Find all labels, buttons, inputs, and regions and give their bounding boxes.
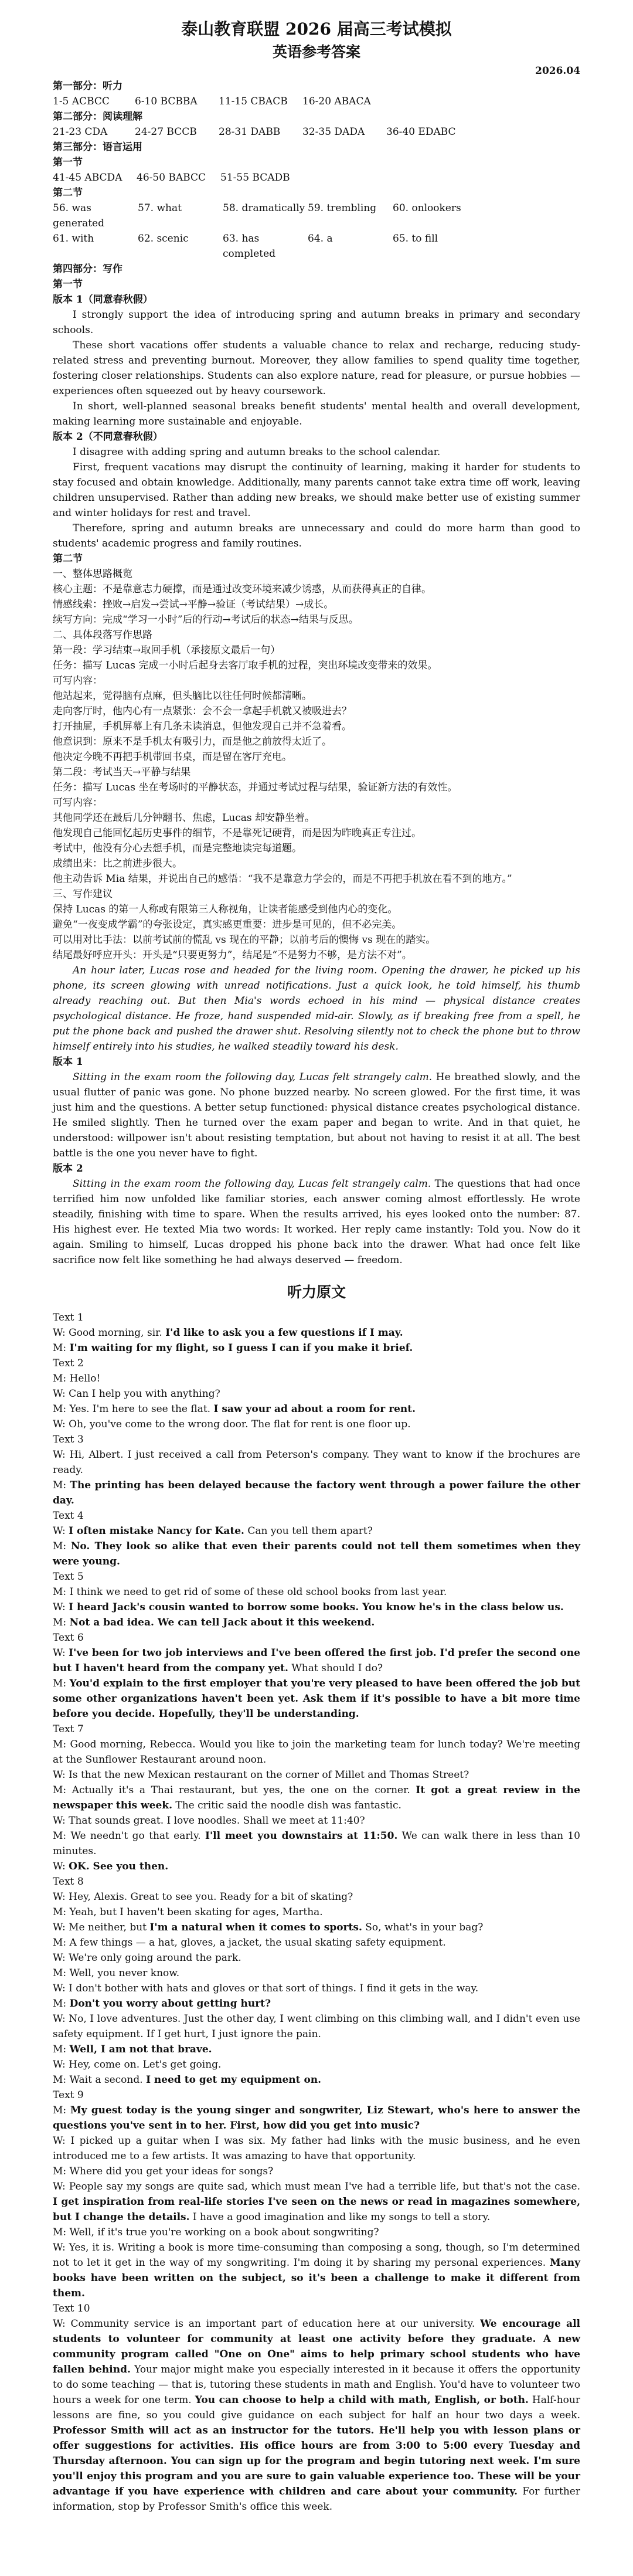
transcript-text: M: Well, if it's true you're working on a book about songwriting?: [53, 2227, 379, 2238]
part2-heading: 第二部分：阅读理解: [53, 111, 142, 123]
transcript-answer-text: Don't you worry about getting hurt?: [69, 1998, 271, 2010]
transcript-line: [53, 1447, 580, 1478]
transcript-text: W: Good morning, sir.: [53, 1327, 166, 1339]
answer-group: 28-31 DABB: [219, 126, 281, 138]
transcript-answer-text: I'm waiting for my flight, so I guess I can if you make it brief.: [69, 1342, 413, 1354]
outline-line: 一、整体思路概览: [53, 568, 132, 580]
transcript-text: Text 1: [53, 1312, 84, 1323]
transcript-text: The critic said the noodle dish was fantastic.: [172, 1800, 401, 1811]
transcript-answer-text: You can choose to help a child with math, English, or both.: [195, 2394, 529, 2406]
transcript-line: [53, 1737, 580, 1767]
transcript-text: M: Yeah, but I haven't been skating for ages, Martha.: [53, 1906, 323, 1918]
part4-section1-heading: 第一节: [53, 279, 83, 290]
transcript-answer-text: I often mistake Nancy for Kate.: [69, 1525, 244, 1537]
transcript-line: [53, 1783, 580, 1813]
outline-line: 可以用对比手法：以前考试前的慌乱 vs 现在的平静；以前考后的懊悔 vs 现在的踏实。: [53, 934, 436, 946]
transcript-line: [53, 2133, 580, 2164]
answer-group: 41-45 ABCDA: [53, 172, 122, 184]
transcript-line: [53, 1828, 580, 1859]
outline-line: 续写方向：完成“学习一小时”后的行动→考试后的状态→结果与反思。: [53, 614, 359, 626]
answer-group: 16-20 ABACA: [302, 96, 371, 107]
transcript-line: [53, 2240, 580, 2301]
transcript-answer-text: I'm a natural when it comes to sports.: [149, 1922, 362, 1933]
transcript-text: I have a good imagination and like my songs to tell a story.: [189, 2211, 491, 2223]
transcript-text: W: No, I love adventures. Just the other day, I went climbing on this climbing wall, and I didn't even use safety equipment. If I get hurt, I just ignore the pain.: [53, 2013, 580, 2040]
transcript-answer-text: No. They look so alike that even their parents could not tell them sometimes when they were young.: [53, 1540, 580, 1567]
outline-line: 可写内容：: [53, 675, 103, 687]
transcript-answer-text: I'd like to ask you a few questions if I may.: [165, 1327, 403, 1339]
transcript-text: Text 5: [53, 1571, 84, 1583]
transcript-text: W: Oh, you've come to the wrong door. The flat for rent is one floor up.: [53, 1418, 411, 1430]
transcript-answer-text: I've been for two job interviews and I've been offered the first job. I'd prefer the second one but I haven't heard from the company yet.: [53, 1647, 580, 1674]
transcript-line: [53, 1859, 580, 1874]
transcript-text: M:: [53, 1617, 70, 1628]
model-paragraph: [53, 963, 580, 1054]
outline-line: 考试中，他没有分心去想手机，而是完整地读完每道题。: [53, 843, 302, 854]
transcript-line: [53, 1310, 580, 1325]
transcript-text: W:: [53, 1525, 69, 1537]
transcript-text: M:: [53, 1479, 70, 1491]
transcript-text: W: That sounds great. I love noodles. Shall we meet at 11:40?: [53, 1815, 365, 1827]
transcript-text: M: Hello!: [53, 1373, 101, 1384]
transcript-line: [53, 1478, 580, 1508]
document-title: 泰山教育联盟 2026 届高三考试模拟: [181, 19, 452, 39]
transcript-text: Text 4: [53, 1510, 84, 1522]
outline-line: 二、具体段落写作思路: [53, 629, 152, 641]
part3-heading: 第三部分：语言运用: [53, 141, 142, 153]
outline-line: 核心主题：不是靠意志力硬撑，而是通过改变环境来减少诱惑，从而获得真正的自律。: [53, 583, 431, 595]
transcript-answer-text: You'd explain to the first employer that you're very pleased to have been offered the job but some other organizations haven't been yet. Ask them if it's possible to have a bit more time before you decide. Hopefully, they'll be understanding.: [53, 1678, 580, 1720]
document-subtitle: 英语参考答案: [272, 43, 360, 60]
part1-answers: [53, 94, 580, 109]
outline-line: 任务：描写 Lucas 完成一小时后起身去客厅取手机的过程，突出环境改变带来的效果。: [53, 660, 438, 671]
answer-group: 6-10 BCBBA: [135, 96, 198, 107]
transcript-line: [53, 1645, 580, 1676]
transcript-text: M: I think we need to get rid of some of these old school books from last year.: [53, 1586, 447, 1598]
outline-line: 他站起来，觉得脑有点麻，但头脑比以往任何时候都清晰。: [53, 690, 312, 702]
transcript-line: [53, 1539, 580, 1569]
transcript-line: [53, 1722, 580, 1737]
transcript-text: We can walk there in less than 10 minutes.: [53, 1830, 580, 1857]
transcript-text: M:: [53, 1342, 70, 1354]
outline-line: 其他同学还在最后几分钟翻书、焦虑，Lucas 却安静坐着。: [53, 812, 315, 824]
transcript-text: Text 9: [53, 2089, 84, 2101]
transcript-text: W:: [53, 1861, 69, 1872]
answer-group: 32-35 DADA: [302, 126, 365, 138]
transcript-text: M:: [53, 1998, 70, 2010]
transcript-text: M: Wait a second.: [53, 2074, 147, 2086]
model-paragraph-text: The questions that had once terrified him now unfolded like familiar stories, each answer coming almost effortlessly. He wrote steadily, finishing with time to spare. When the results arrived, his eyes looked onto the number: 87. His highest ever. He texted Mia two words: It worked. Her reply came instantly: Told you. Now do it again. Smiling to himself, Lucas dropped his phone back into the drawer. What had once felt like sacrifice now felt like something he had always deserved — freedom.: [53, 1178, 580, 1266]
transcript-heading: 听力原文: [287, 1284, 346, 1301]
outline-line: 他发现自己能回忆起历史事件的细节，不是靠死记硬背，而是因为昨晚真正专注过。: [53, 827, 421, 839]
transcript-answer-text: Well, I am not that brave.: [69, 2044, 212, 2055]
transcript-line: [53, 1432, 580, 1447]
transcript-text: What should I do?: [288, 1662, 383, 1674]
transcript-line: [53, 1996, 580, 2011]
transcript-text: W: Can I help you with anything?: [53, 1388, 220, 1400]
fill-answer: 62. scenic: [138, 233, 189, 245]
transcript-line: [53, 1920, 580, 1935]
transcript-text: Text 10: [53, 2303, 90, 2314]
transcript-line: [53, 2225, 580, 2240]
transcript-line: [53, 2042, 580, 2057]
part3-section1-answers: [53, 170, 580, 185]
transcript-text: M: Good morning, Rebecca. Would you like to join the marketing team for lunch today? We're meeting at the Sunflower Restaurant around noon.: [53, 1739, 580, 1766]
fill-answer: 64. a: [308, 233, 333, 245]
transcript-line: [53, 1676, 580, 1722]
transcript-answer-text: My guest today is the young singer and songwriter, Liz Stewart, who's here to answer the questions you've sent in to her. First, how did you get into music?: [53, 2105, 580, 2132]
model-opening-sentence: Sitting in the exam room the following day, Lucas felt strangely calm.: [73, 1178, 431, 1190]
model-paragraph: [53, 1070, 580, 1161]
answer-group: 51-55 BCADB: [220, 172, 290, 184]
answer-group: 1-5 ACBCC: [53, 96, 110, 107]
answer-group: 36-40 EDABC: [386, 126, 456, 138]
transcript-text: W: Is that the new Mexican restaurant on the corner of Millet and Thomas Street?: [53, 1769, 469, 1781]
answer-group: 24-27 BCCB: [135, 126, 197, 138]
transcript-answer-text: I get inspiration from real-life stories I've seen on the news or read in magazines somewhere, but I change the details.: [53, 2196, 580, 2223]
transcript-text: W: People say my songs are quite sad, which must mean I've had a terrible life, but that's not the case.: [53, 2181, 580, 2193]
fill-answer: 58. dramatically: [223, 202, 305, 214]
outline-line: 打开抽屉，手机屏幕上有几条未读消息，但他发现自己并不急着看。: [53, 721, 352, 732]
transcript-answer-text: Not a bad idea. We can tell Jack about it this weekend.: [69, 1617, 375, 1628]
outline-line: 他意识到：原来不是手机太有吸引力，而是他之前放得太近了。: [53, 736, 332, 748]
transcript-line: [53, 1813, 580, 1828]
transcript-text: M: Yes. I'm here to see the flat.: [53, 1403, 214, 1415]
transcript-line: [53, 1508, 580, 1523]
outline-line: 第二段：考试当天→平静与结果: [53, 766, 191, 778]
transcript-line: [53, 1356, 580, 1371]
transcript-line: [53, 1889, 580, 1905]
transcript-text: W: I don't bother with hats and gloves or that sort of things. I find it gets in the way.: [53, 1983, 479, 1994]
fill-answers-row-1: [53, 201, 580, 231]
transcript-answer-text: The printing has been delayed because the factory went through a power failure the other day.: [53, 1479, 580, 1506]
transcript-text: M:: [53, 2044, 70, 2055]
transcript-line: [53, 1340, 580, 1356]
transcript-text: M:: [53, 2105, 70, 2116]
transcript-text: M:: [53, 1540, 71, 1552]
transcript-text: W: Community service is an important part of education here at our university.: [53, 2318, 481, 2330]
transcript-text: For further information, stop by Professor Smith's office this week.: [53, 2486, 580, 2513]
transcript-text: W: We're only going around the park.: [53, 1952, 241, 1964]
transcript-line: [53, 1417, 580, 1432]
transcript-text: M:: [53, 1678, 70, 1689]
transcript-text: Text 6: [53, 1632, 84, 1644]
part4-section2-heading: 第二节: [53, 553, 83, 565]
essay-paragraph: In short, well-planned seasonal breaks benefit students' mental health and overall development, making learning more sustainable and enjoyable.: [53, 401, 580, 427]
transcript-line: [53, 2057, 580, 2072]
model-paragraph-text: He breathed slowly, and the usual flutter of panic was gone. No phone buzzed nearby. No screen glowed. For the first time, it was just him and the questions. A better setup functioned: physical distance creates psychological distance. He smiled slightly. Then he turned over the exam paper and began to write. And in that quiet, he understood: willpower isn't about resisting temptation, but about not having to resist it at all. The best battle is the one you never have to fight.: [53, 1071, 580, 1159]
transcript-line: [53, 1950, 580, 1966]
part3-section2-heading: 第二节: [53, 187, 83, 199]
outline-line: 可写内容：: [53, 797, 103, 809]
transcript-line: [53, 1905, 580, 1920]
transcript-line: [53, 1325, 580, 1340]
transcript-text: M: A few things — a hat, gloves, a jacket, the usual skating safety equipment.: [53, 1937, 446, 1949]
transcript-text: Text 3: [53, 1434, 84, 1445]
answer-group: 21-23 CDA: [53, 126, 108, 138]
transcript-line: [53, 2072, 580, 2088]
fill-answer: 65. to fill: [393, 233, 438, 245]
transcript-line: [53, 1767, 580, 1783]
transcript-answer-text: I saw your ad about a room for rent.: [213, 1403, 416, 1415]
transcript-text: W: Hey, come on. Let's get going.: [53, 2059, 222, 2071]
transcript-answer-text: Many books have been written on the subject, so it's been a challenge to make it different from them.: [53, 2257, 580, 2299]
outline-line: 任务：描写 Lucas 坐在考场时的平静状态，并通过考试过程与结果，验证新方法的有效性。: [53, 782, 458, 793]
transcript-answer-text: It got a great review in the newspaper this week.: [53, 1784, 580, 1811]
writing-outline: [53, 566, 580, 963]
transcript-line: [53, 2301, 580, 2316]
outline-line: 三、写作建议: [53, 888, 113, 900]
fill-answers-row-2: [53, 231, 580, 262]
answer-group: 11-15 CBACB: [219, 96, 288, 107]
transcript-line: [53, 1386, 580, 1401]
transcript-line: [53, 1630, 580, 1645]
fill-answer: 63. has completed: [223, 233, 276, 260]
transcript-text: M: We needn't go that early.: [53, 1830, 206, 1842]
model-paragraph: [53, 1176, 580, 1268]
transcript-text: W: Hey, Alexis. Great to see you. Ready for a bit of skating?: [53, 1891, 353, 1903]
outline-line: 保持 Lucas 的第一人称或有限第三人称视角，让读者能感受到他内心的变化。: [53, 904, 398, 915]
outline-line: 避免“一夜变成学霸”的夸张设定，真实感更重要：进步是可见的，但不必完美。: [53, 919, 402, 931]
transcript-text: W: Yes, it is. Writing a book is more time-consuming than composing a song, though, so I'm determined not to let it get in the way of my songwriting. I'm doing it by sharing my personal experiences.: [53, 2242, 580, 2269]
document-date: 2026.04: [535, 65, 580, 77]
model-paragraph-text: An hour later, Lucas rose and headed for the living room. Opening the drawer, he picked up his phone, its screen glowing with unread notifications. Just a quick look, he told himself, his thumb already reaching out. But then Mia's words echoed in his mind — physical distance creates psychological distance. He froze, hand suspended mid-air. Slowly, as if breaking free from a spell, he put the phone back and pushed the drawer shut. Resolving silently not to check the phone but to throw himself entirely into his studies, he walked steadily toward his desk.: [53, 965, 580, 1053]
outline-line: 成绩出来：比之前进步很大。: [53, 858, 182, 870]
transcript-line: [53, 2316, 580, 2514]
transcript-text: M: Actually it's a Thai restaurant, but yes, the one on the corner.: [53, 1784, 416, 1796]
fill-answer: 61. with: [53, 233, 94, 245]
transcript-line: [53, 2164, 580, 2179]
transcript-line: [53, 1981, 580, 1996]
transcript-text: Text 7: [53, 1723, 84, 1735]
transcript-answer-text: I need to get my equipment on.: [146, 2074, 322, 2086]
transcript-answer-text: OK. See you then.: [69, 1861, 169, 1872]
transcript-line: [53, 1874, 580, 1889]
transcript-line: [53, 2179, 580, 2225]
part3-section1-heading: 第一节: [53, 157, 83, 168]
transcript-line: [53, 2103, 580, 2133]
transcript-answer-text: I heard Jack's cousin wanted to borrow some books. You know he's in the class below us.: [69, 1601, 564, 1613]
essay-paragraph: I strongly support the idea of introducing spring and autumn breaks in primary and secondary schools.: [53, 309, 580, 336]
transcript-line: [53, 1966, 580, 1981]
transcript-text: Text 8: [53, 1876, 84, 1888]
transcript-answer-text: Professor Smith will act as an instructor for the tutors. He'll help you with lesson plans or offer suggestions for activities. His office hours are from 3:00 to 5:00 every Tuesday and Thursday afternoon. You can sign up for the program and begin tutoring next week. I'm sure you'll enjoy this program and you are sure to gain valuable experience too. These will be your advantage if you have experience with children and care about your community.: [53, 2425, 580, 2497]
transcript-text: Text 2: [53, 1357, 84, 1369]
outline-line: 结尾最好呼应开头：开头是“只要更努力”，结尾是“不是努力不够，是方法不对”。: [53, 949, 412, 961]
part4-heading: 第四部分：写作: [53, 263, 122, 275]
transcript-line: [53, 1523, 580, 1539]
outline-line: 他决定今晚不再把手机带回书桌，而是留在客厅充电。: [53, 751, 292, 763]
transcript-line: [53, 1935, 580, 1950]
transcript-text: M: Well, you never know.: [53, 1967, 180, 1979]
model-version1-label: 版本 1: [53, 1056, 83, 1068]
outline-line: 第一段：学习结束→取回手机（承接原文最后一句）: [53, 644, 281, 656]
answer-group: 46-50 BABCC: [137, 172, 206, 184]
transcript-line: [53, 1600, 580, 1615]
transcript-line: [53, 1371, 580, 1386]
essay-paragraph: I disagree with adding spring and autumn breaks to the school calendar.: [73, 446, 441, 458]
outline-line: 他主动告诉 Mia 结果，并说出自己的感悟：“我不是靠意力学会的，而是不再把手机放在看不到的地方。”: [53, 873, 512, 885]
fill-answer: 56. was generated: [53, 202, 104, 229]
transcript-text: W:: [53, 1601, 69, 1613]
model-opening-sentence: Sitting in the exam room the following day, Lucas felt strangely calm.: [73, 1071, 433, 1083]
transcript-text: So, what's in your bag?: [362, 1922, 484, 1933]
essay-version1-label: 版本 1（同意春秋假）: [53, 294, 153, 306]
fill-answer: 57. what: [138, 202, 182, 214]
essay-paragraph: First, frequent vacations may disrupt the continuity of learning, making it harder for students to stay focused and obtain knowledge. Additionally, many parents cannot take extra time off work, leaving children unsupervised. Rather than adding new breaks, we should make better use of existing summer and winter holidays for rest and travel.: [53, 461, 580, 519]
transcript-line: [53, 2088, 580, 2103]
transcript-line: [53, 1615, 580, 1630]
transcript-text: Your major might make you especially interested in it because it offers the opportunity to do some teaching — that is, tutoring these students in math and English. You'd have to volunteer two hours a week for one term.: [53, 2364, 580, 2406]
model-version2-label: 版本 2: [53, 1163, 83, 1175]
transcript-answer-text: We encourage all students to volunteer for community at least one activity before they graduate. A new community program called "One on One" aims to help primary school students who have fallen behind.: [53, 2318, 580, 2375]
transcript-text: W: Me neither, but: [53, 1922, 150, 1933]
essay-paragraph: Therefore, spring and autumn breaks are unnecessary and could do more harm than good to students' academic progress and family routines.: [53, 522, 580, 549]
fill-answer: 60. onlookers: [393, 202, 461, 214]
transcript-answer-text: I'll meet you downstairs at 11:50.: [205, 1830, 398, 1842]
part2-answers: [53, 124, 580, 140]
transcript-text: W: Hi, Albert. I just received a call from Peterson's company. They want to know if the brochures are ready.: [53, 1449, 580, 1476]
transcript-text: Half-hour lessons are fine, so you could give guidance on each subject for half an hour two days a week.: [53, 2394, 580, 2421]
outline-line: 走向客厅时，他内心有一点紧张：会不会一拿起手机就又被吸进去？: [53, 705, 352, 717]
essay-version2-label: 版本 2（不同意春秋假）: [53, 431, 163, 443]
transcript-text: W: I picked up a guitar when I was six. My father had links with the music business, and he even introduced me to a few artists. It was amazing to have that opportunity.: [53, 2135, 580, 2162]
transcript-text: Can you tell them apart?: [244, 1525, 373, 1537]
transcript-text: M: Where did you get your ideas for songs?: [53, 2166, 274, 2177]
transcript-line: [53, 2011, 580, 2042]
fill-answer: 59. trembling: [308, 202, 377, 214]
outline-line: 情感线索：挫败→启发→尝试→平静→验证（考试结果）→成长。: [53, 599, 334, 610]
transcript-text: W:: [53, 1647, 69, 1659]
transcript-line: [53, 1584, 580, 1600]
listening-transcript: [53, 1310, 580, 2514]
part1-heading: 第一部分：听力: [53, 80, 122, 92]
transcript-line: [53, 1569, 580, 1584]
essay-paragraph: These short vacations offer students a valuable chance to relax and recharge, reducing study-related stress and preventing burnout. Moreover, they allow families to spend quality time together, fostering closer relationships. Students can also explore nature, read for pleasure, or pursue hobbies — experiences often squeezed out by heavy coursework.: [53, 340, 580, 397]
transcript-line: [53, 1401, 580, 1417]
